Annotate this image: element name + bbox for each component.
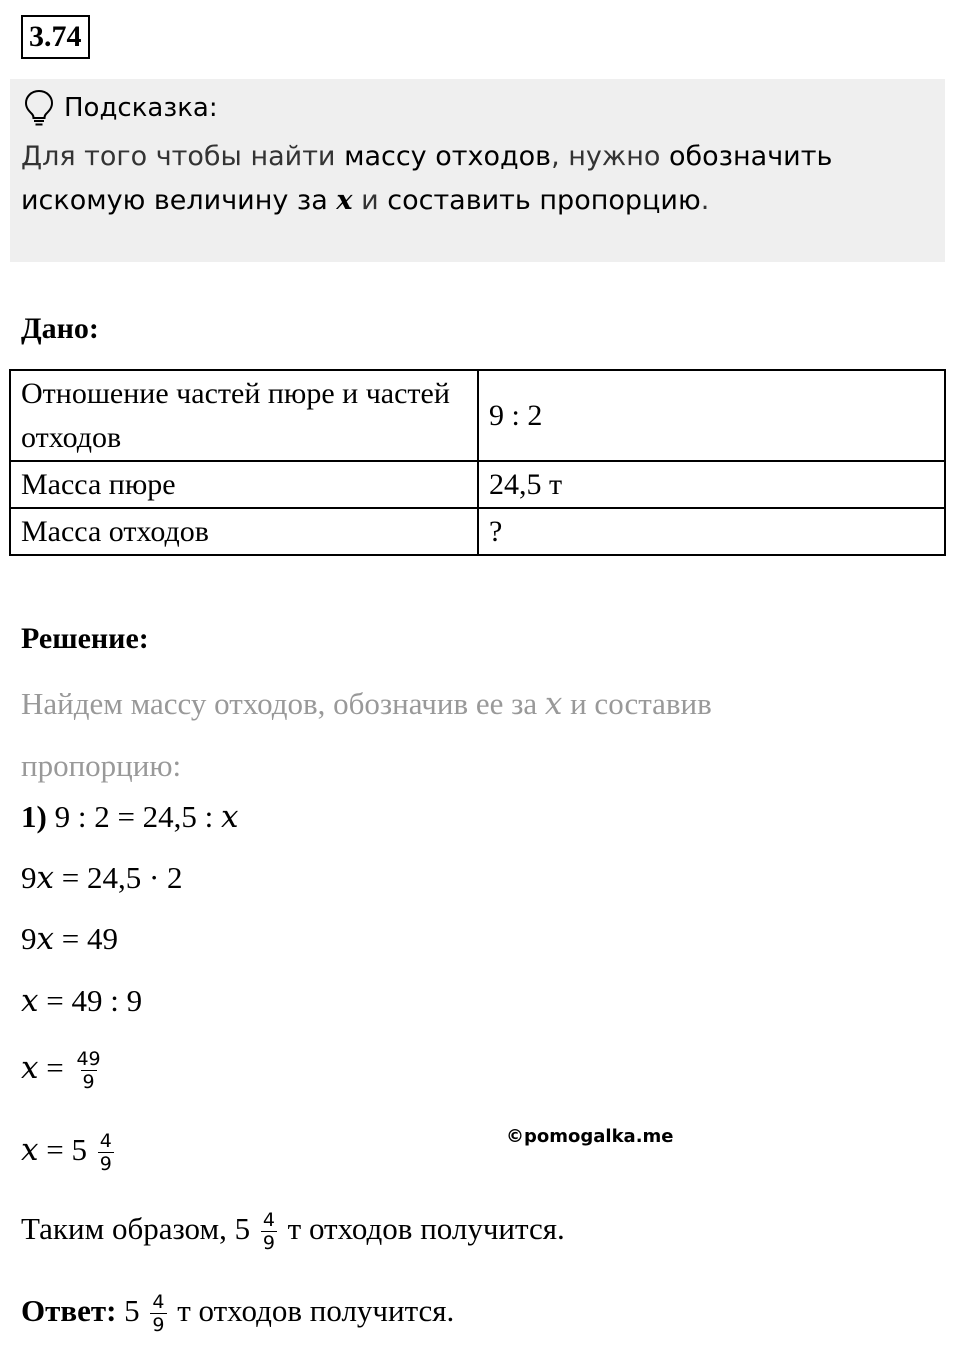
fraction-numerator: 4: [99, 1130, 112, 1153]
fraction-denominator: 9: [262, 1232, 275, 1255]
hint-text: и: [352, 185, 388, 216]
fraction-denominator: 9: [152, 1314, 165, 1337]
hint-emphasis: обозначить: [668, 141, 833, 172]
hint-title-text: Подсказка:: [64, 93, 218, 123]
hint-text: Для того чтобы найти: [21, 141, 345, 172]
equation-4: [21, 981, 142, 1021]
mixed-whole: 5: [71, 1132, 87, 1167]
fraction: [150, 1291, 166, 1336]
hint-emphasis: искомую величину за: [21, 185, 337, 216]
hint-text: , нужно: [551, 141, 669, 172]
fraction-denominator: 9: [99, 1153, 112, 1176]
hint-text: .: [700, 185, 710, 216]
equation-text: = 49: [53, 921, 118, 956]
fraction: [261, 1209, 277, 1254]
table-cell-value: 9 : 2: [478, 370, 945, 461]
answer: [21, 1291, 454, 1336]
table-row: [10, 508, 945, 555]
conclusion-text: т отходов получится.: [279, 1211, 565, 1246]
solution-intro-line-1: [21, 684, 712, 724]
fraction: [98, 1130, 114, 1175]
fraction: [74, 1048, 102, 1093]
solution-title: Решение:: [21, 622, 149, 655]
equation-text: 9: [21, 921, 37, 956]
variable-x: x: [21, 1132, 39, 1168]
given-table: [9, 369, 946, 556]
fraction-denominator: 9: [82, 1071, 95, 1094]
variable-x: x: [21, 983, 39, 1019]
equation-3: [21, 919, 118, 959]
step-1-equation: [21, 797, 239, 837]
hint-line-1: [21, 137, 832, 177]
equation-6: x = 5 $\frac{4}{9}$: [21, 1130, 112, 1176]
conclusion-text: Таким образом, 5: [21, 1211, 251, 1246]
equation-5: x = $\frac{49}{9}$: [21, 1048, 101, 1094]
solution-intro-line-2: пропорцию:: [21, 748, 182, 783]
lightbulb-icon: [24, 89, 54, 127]
fraction-numerator: 4: [152, 1291, 165, 1314]
variable-x: x: [336, 185, 353, 216]
equation-text: 9: [21, 860, 37, 895]
table-cell-label: Масса пюре: [10, 461, 478, 508]
step-label: 1): [21, 799, 47, 834]
intro-text: Найдем массу отходов, обозначив ее за: [21, 686, 545, 721]
variable-x: x: [544, 686, 563, 722]
equation-2: [21, 858, 183, 898]
mixed-whole: 5: [124, 1293, 140, 1328]
hint-emphasis: составить пропорцию: [387, 185, 701, 216]
answer-label: Ответ:: [21, 1293, 117, 1328]
hint-emphasis: массу отходов: [344, 141, 552, 172]
hint-title: [24, 90, 218, 126]
hint-line-2: [21, 181, 709, 221]
table-row: [10, 461, 945, 508]
table-row: [10, 370, 945, 461]
equation-text: 9 : 2 = 24,5 :: [54, 799, 222, 834]
variable-x: x: [221, 799, 239, 835]
table-cell-value: ?: [478, 508, 945, 555]
table-cell-value: 24,5 т: [478, 461, 945, 508]
fraction-numerator: 4: [262, 1209, 275, 1232]
given-title: Дано:: [21, 312, 99, 345]
variable-x: x: [36, 860, 54, 896]
table-cell-label: Отношение частей пюре и частей отходов: [10, 370, 478, 461]
variable-x: x: [21, 1050, 39, 1086]
watermark: ©pomogalka.me: [506, 1126, 674, 1147]
intro-text: и составив: [562, 686, 712, 721]
table-cell-label: Масса отходов: [10, 508, 478, 555]
problem-number: 3.74: [21, 15, 90, 59]
equation-text: = 24,5 · 2: [53, 860, 183, 895]
equation-text: = 49 : 9: [38, 983, 143, 1018]
conclusion: [21, 1209, 565, 1254]
fraction-numerator: 49: [76, 1048, 101, 1071]
variable-x: x: [36, 921, 54, 957]
answer-text: т отходов получится.: [169, 1293, 455, 1328]
